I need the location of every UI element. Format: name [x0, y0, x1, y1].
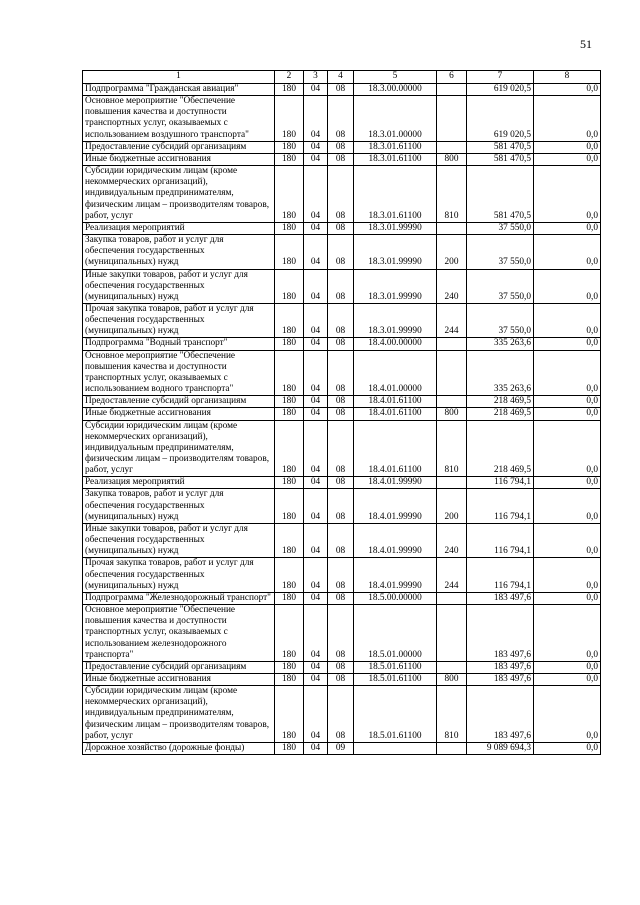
row-name-cell: Субсидии юридическим лицам (кроме некоммерческих организаций), индивидуальным предпринимателям, физическим лицам – производителям товаров, работ, услуг [83, 420, 275, 477]
table-row [83, 396, 601, 408]
target-article-cell: 18.3.01.61100 [354, 166, 437, 223]
section-code-cell: 04 [304, 141, 328, 153]
amount-cell: 218 469,5 [467, 420, 534, 477]
table-row [83, 303, 601, 337]
row-name-cell: Предоставление субсидий организациям [83, 141, 275, 153]
section-code-cell: 04 [304, 269, 328, 303]
subsection-code-cell: 08 [328, 269, 354, 303]
subsection-code-cell: 08 [328, 523, 354, 557]
row-name-cell: Иные закупки товаров, работ и услуг для обеспечения государственных (муниципальных) нужд [83, 523, 275, 557]
amount-secondary-cell: 0,0 [534, 686, 601, 743]
target-article-cell: 18.5.01.00000 [354, 605, 437, 662]
ministry-code-cell: 180 [275, 686, 304, 743]
amount-cell: 116 794,1 [467, 489, 534, 523]
expense-type-cell [437, 742, 467, 754]
amount-secondary-cell: 0,0 [534, 338, 601, 350]
subsection-code-cell: 08 [328, 303, 354, 337]
column-header: 6 [437, 71, 467, 84]
table-row [83, 166, 601, 223]
section-code-cell: 04 [304, 558, 328, 592]
table-row [83, 489, 601, 523]
section-code-cell: 04 [304, 96, 328, 142]
table-row [83, 222, 601, 234]
section-code-cell: 04 [304, 338, 328, 350]
subsection-code-cell: 08 [328, 350, 354, 396]
subsection-code-cell: 08 [328, 408, 354, 420]
amount-cell: 335 263,6 [467, 338, 534, 350]
row-name-cell: Реализация мероприятий [83, 222, 275, 234]
expense-type-cell [437, 350, 467, 396]
amount-cell: 218 469,5 [467, 408, 534, 420]
table-row [83, 269, 601, 303]
amount-cell: 116 794,1 [467, 477, 534, 489]
target-article-cell: 18.4.01.61100 [354, 420, 437, 477]
amount-secondary-cell: 0,0 [534, 489, 601, 523]
row-name-cell: Иные бюджетные ассигнования [83, 673, 275, 685]
amount-secondary-cell: 0,0 [534, 84, 601, 96]
subsection-code-cell: 08 [328, 166, 354, 223]
ministry-code-cell: 180 [275, 338, 304, 350]
section-code-cell: 04 [304, 396, 328, 408]
table-row [83, 742, 601, 754]
expense-type-cell: 800 [437, 153, 467, 165]
amount-secondary-cell: 0,0 [534, 166, 601, 223]
subsection-code-cell: 08 [328, 396, 354, 408]
section-code-cell: 04 [304, 742, 328, 754]
row-name-cell: Основное мероприятие "Обеспечение повышения качества и доступности транспортных услуг, оказываемых с использованием водного транспорта" [83, 350, 275, 396]
section-code-cell: 04 [304, 84, 328, 96]
row-name-cell: Иные бюджетные ассигнования [83, 408, 275, 420]
table-body [83, 84, 601, 755]
amount-secondary-cell: 0,0 [534, 96, 601, 142]
subsection-code-cell: 08 [328, 592, 354, 604]
table-row [83, 350, 601, 396]
target-article-cell: 18.4.01.99990 [354, 477, 437, 489]
ministry-code-cell: 180 [275, 84, 304, 96]
expense-type-cell [437, 141, 467, 153]
column-header: 2 [275, 71, 304, 84]
amount-cell: 581 470,5 [467, 153, 534, 165]
ministry-code-cell: 180 [275, 141, 304, 153]
ministry-code-cell: 180 [275, 420, 304, 477]
amount-cell: 116 794,1 [467, 558, 534, 592]
subsection-code-cell: 08 [328, 661, 354, 673]
target-article-cell: 18.5.01.61100 [354, 661, 437, 673]
expense-type-cell: 200 [437, 235, 467, 269]
amount-secondary-cell: 0,0 [534, 396, 601, 408]
table-row [83, 558, 601, 592]
expense-type-cell [437, 605, 467, 662]
expense-type-cell: 810 [437, 166, 467, 223]
table-row [83, 153, 601, 165]
table-row [83, 235, 601, 269]
section-code-cell: 04 [304, 686, 328, 743]
expense-type-cell [437, 396, 467, 408]
column-header: 3 [304, 71, 328, 84]
table-row [83, 523, 601, 557]
amount-secondary-cell: 0,0 [534, 303, 601, 337]
amount-secondary-cell: 0,0 [534, 477, 601, 489]
row-name-cell: Закупка товаров, работ и услуг для обеспечения государственных (муниципальных) нужд [83, 489, 275, 523]
amount-secondary-cell: 0,0 [534, 235, 601, 269]
section-code-cell: 04 [304, 592, 328, 604]
subsection-code-cell: 08 [328, 235, 354, 269]
amount-cell: 619 020,5 [467, 96, 534, 142]
target-article-cell: 18.5.01.61100 [354, 686, 437, 743]
target-article-cell: 18.4.01.99990 [354, 558, 437, 592]
subsection-code-cell: 08 [328, 84, 354, 96]
row-name-cell: Основное мероприятие "Обеспечение повышения качества и доступности транспортных услуг, оказываемых с использованием воздушного транспорта" [83, 96, 275, 142]
target-article-cell: 18.4.01.99990 [354, 523, 437, 557]
target-article-cell: 18.3.01.61100 [354, 141, 437, 153]
ministry-code-cell: 180 [275, 673, 304, 685]
amount-cell: 9 089 694,3 [467, 742, 534, 754]
amount-secondary-cell: 0,0 [534, 592, 601, 604]
ministry-code-cell: 180 [275, 592, 304, 604]
expense-type-cell [437, 84, 467, 96]
expense-type-cell [437, 592, 467, 604]
table-row [83, 84, 601, 96]
amount-secondary-cell: 0,0 [534, 141, 601, 153]
target-article-cell: 18.4.01.61100 [354, 408, 437, 420]
amount-secondary-cell: 0,0 [534, 420, 601, 477]
amount-cell: 218 469,5 [467, 396, 534, 408]
target-article-cell: 18.3.01.99990 [354, 269, 437, 303]
row-name-cell: Прочая закупка товаров, работ и услуг для обеспечения государственных (муниципальных) нужд [83, 303, 275, 337]
amount-cell: 581 470,5 [467, 141, 534, 153]
section-code-cell: 04 [304, 605, 328, 662]
subsection-code-cell: 08 [328, 673, 354, 685]
target-article-cell: 18.3.00.00000 [354, 84, 437, 96]
row-name-cell: Основное мероприятие "Обеспечение повышения качества и доступности транспортных услуг, оказываемых с использованием железнодорожного транспорта" [83, 605, 275, 662]
table-row [83, 141, 601, 153]
expense-type-cell: 200 [437, 489, 467, 523]
target-article-cell: 18.3.01.99990 [354, 222, 437, 234]
table-row [83, 673, 601, 685]
row-name-cell: Реализация мероприятий [83, 477, 275, 489]
section-code-cell: 04 [304, 420, 328, 477]
section-code-cell: 04 [304, 489, 328, 523]
expense-type-cell [437, 222, 467, 234]
table-row [83, 661, 601, 673]
row-name-cell: Закупка товаров, работ и услуг для обеспечения государственных (муниципальных) нужд [83, 235, 275, 269]
section-code-cell: 04 [304, 153, 328, 165]
amount-secondary-cell: 0,0 [534, 742, 601, 754]
amount-secondary-cell: 0,0 [534, 153, 601, 165]
amount-cell: 619 020,5 [467, 84, 534, 96]
ministry-code-cell: 180 [275, 477, 304, 489]
amount-cell: 183 497,6 [467, 673, 534, 685]
table-row [83, 420, 601, 477]
row-name-cell: Иные бюджетные ассигнования [83, 153, 275, 165]
subsection-code-cell: 08 [328, 605, 354, 662]
row-name-cell: Подпрограмма "Гражданская авиация" [83, 84, 275, 96]
row-name-cell: Дорожное хозяйство (дорожные фонды) [83, 742, 275, 754]
ministry-code-cell: 180 [275, 153, 304, 165]
amount-cell: 183 497,6 [467, 605, 534, 662]
target-article-cell: 18.3.01.00000 [354, 96, 437, 142]
amount-secondary-cell: 0,0 [534, 350, 601, 396]
amount-secondary-cell: 0,0 [534, 269, 601, 303]
ministry-code-cell: 180 [275, 558, 304, 592]
row-name-cell: Подпрограмма "Водный транспорт" [83, 338, 275, 350]
ministry-code-cell: 180 [275, 605, 304, 662]
expense-type-cell: 810 [437, 420, 467, 477]
amount-cell: 581 470,5 [467, 166, 534, 223]
amount-secondary-cell: 0,0 [534, 661, 601, 673]
ministry-code-cell: 180 [275, 523, 304, 557]
ministry-code-cell: 180 [275, 489, 304, 523]
target-article-cell [354, 742, 437, 754]
amount-cell: 183 497,6 [467, 592, 534, 604]
subsection-code-cell: 09 [328, 742, 354, 754]
subsection-code-cell: 08 [328, 338, 354, 350]
section-code-cell: 04 [304, 222, 328, 234]
target-article-cell: 18.3.01.99990 [354, 235, 437, 269]
expense-type-cell: 810 [437, 686, 467, 743]
amount-secondary-cell: 0,0 [534, 558, 601, 592]
amount-cell: 116 794,1 [467, 523, 534, 557]
subsection-code-cell: 08 [328, 686, 354, 743]
section-code-cell: 04 [304, 408, 328, 420]
amount-cell: 37 550,0 [467, 269, 534, 303]
expense-type-cell: 240 [437, 269, 467, 303]
expense-type-cell [437, 661, 467, 673]
row-name-cell: Подпрограмма "Железнодорожный транспорт" [83, 592, 275, 604]
section-code-cell: 04 [304, 303, 328, 337]
column-header: 5 [354, 71, 437, 84]
table-row [83, 686, 601, 743]
subsection-code-cell: 08 [328, 153, 354, 165]
ministry-code-cell: 180 [275, 408, 304, 420]
amount-cell: 183 497,6 [467, 686, 534, 743]
amount-cell: 37 550,0 [467, 222, 534, 234]
table-row [83, 477, 601, 489]
amount-cell: 37 550,0 [467, 303, 534, 337]
expense-type-cell [437, 338, 467, 350]
amount-cell: 335 263,6 [467, 350, 534, 396]
target-article-cell: 18.4.00.00000 [354, 338, 437, 350]
target-article-cell: 18.3.01.99990 [354, 303, 437, 337]
ministry-code-cell: 180 [275, 166, 304, 223]
ministry-code-cell: 180 [275, 235, 304, 269]
target-article-cell: 18.4.01.61100 [354, 396, 437, 408]
row-name-cell: Предоставление субсидий организациям [83, 661, 275, 673]
column-header: 4 [328, 71, 354, 84]
row-name-cell: Субсидии юридическим лицам (кроме некоммерческих организаций), индивидуальным предпринимателям, физическим лицам – производителям товаров, работ, услуг [83, 166, 275, 223]
amount-secondary-cell: 0,0 [534, 605, 601, 662]
column-header: 1 [83, 71, 275, 84]
amount-secondary-cell: 0,0 [534, 408, 601, 420]
subsection-code-cell: 08 [328, 96, 354, 142]
amount-secondary-cell: 0,0 [534, 523, 601, 557]
ministry-code-cell: 180 [275, 96, 304, 142]
column-header: 8 [534, 71, 601, 84]
amount-secondary-cell: 0,0 [534, 222, 601, 234]
ministry-code-cell: 180 [275, 269, 304, 303]
column-header: 7 [467, 71, 534, 84]
expense-type-cell: 240 [437, 523, 467, 557]
table-row [83, 338, 601, 350]
subsection-code-cell: 08 [328, 222, 354, 234]
subsection-code-cell: 08 [328, 420, 354, 477]
ministry-code-cell: 180 [275, 661, 304, 673]
table-row [83, 592, 601, 604]
table-row [83, 408, 601, 420]
section-code-cell: 04 [304, 477, 328, 489]
amount-cell: 37 550,0 [467, 235, 534, 269]
row-name-cell: Предоставление субсидий организациям [83, 396, 275, 408]
target-article-cell: 18.5.01.61100 [354, 673, 437, 685]
expense-type-cell: 244 [437, 303, 467, 337]
subsection-code-cell: 08 [328, 489, 354, 523]
section-code-cell: 04 [304, 523, 328, 557]
target-article-cell: 18.5.00.00000 [354, 592, 437, 604]
table-header-row [83, 71, 601, 84]
target-article-cell: 18.3.01.61100 [354, 153, 437, 165]
target-article-cell: 18.4.01.99990 [354, 489, 437, 523]
expense-type-cell [437, 477, 467, 489]
section-code-cell: 04 [304, 673, 328, 685]
page-number: 51 [580, 37, 592, 51]
target-article-cell: 18.4.01.00000 [354, 350, 437, 396]
row-name-cell: Субсидии юридическим лицам (кроме некоммерческих организаций), индивидуальным предпринимателям, физическим лицам – производителям товаров, работ, услуг [83, 686, 275, 743]
section-code-cell: 04 [304, 235, 328, 269]
subsection-code-cell: 08 [328, 141, 354, 153]
expense-type-cell: 800 [437, 673, 467, 685]
subsection-code-cell: 08 [328, 477, 354, 489]
section-code-cell: 04 [304, 350, 328, 396]
ministry-code-cell: 180 [275, 350, 304, 396]
ministry-code-cell: 180 [275, 303, 304, 337]
ministry-code-cell: 180 [275, 742, 304, 754]
section-code-cell: 04 [304, 166, 328, 223]
table-row [83, 96, 601, 142]
ministry-code-cell: 180 [275, 396, 304, 408]
expense-type-cell: 800 [437, 408, 467, 420]
row-name-cell: Прочая закупка товаров, работ и услуг для обеспечения государственных (муниципальных) нужд [83, 558, 275, 592]
expense-type-cell [437, 96, 467, 142]
row-name-cell: Иные закупки товаров, работ и услуг для обеспечения государственных (муниципальных) нужд [83, 269, 275, 303]
ministry-code-cell: 180 [275, 222, 304, 234]
subsection-code-cell: 08 [328, 558, 354, 592]
expense-type-cell: 244 [437, 558, 467, 592]
budget-table [82, 70, 601, 755]
amount-cell: 183 497,6 [467, 661, 534, 673]
table-row [83, 605, 601, 662]
amount-secondary-cell: 0,0 [534, 673, 601, 685]
section-code-cell: 04 [304, 661, 328, 673]
